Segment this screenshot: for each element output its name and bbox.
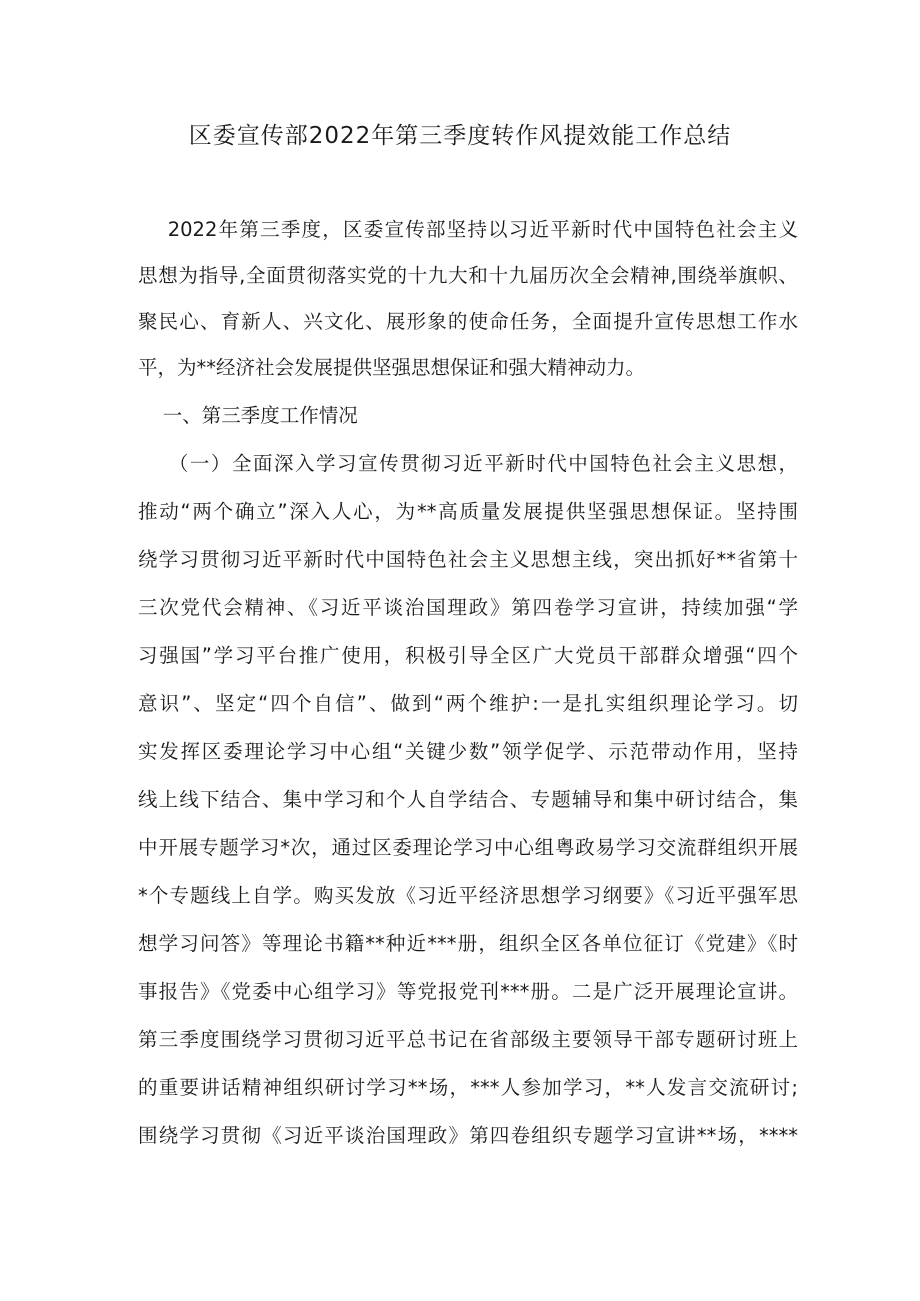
text-line: 习强国”学习平台推广使用，积极引导全区广大党员干部群众增强“四个 [138,644,798,667]
text-line: 推动“两个确立”深入人心，为**高质量发展提供坚强思想保证。坚持围 [138,500,798,523]
text-line: *个专题线上自学。购买发放《习近平经济思想学习纲要》《习近平强军思 [138,884,798,907]
text-line: 围绕学习贯彻《习近平谈治国理政》第四卷组织专题学习宣讲**场，**** [138,1124,798,1147]
text-line: （一）全面深入学习宣传贯彻习近平新时代中国特色社会主义思想， [138,452,798,475]
text-line: 绕学习贯彻习近平新时代中国特色社会主义思想主线，突出抓好**省第十 [138,548,798,571]
text-line: 实发挥区委理论学习中心组“关键少数”领学促学、示范带动作用，坚持 [138,740,798,763]
text-line: 中开展专题学习*次，通过区委理论学习中心组粤政易学习交流群组织开展 [138,836,798,859]
section-heading: 一、第三季度工作情况 [138,404,358,427]
text-line: 事报告》《党委中心组学习》等党报党刊***册。二是广泛开展理论宣讲。 [138,980,798,1003]
text-line: 想学习问答》等理论书籍**种近***册，组织全区各单位征订《党建》《时 [138,932,798,955]
text-line: 2022年第三季度，区委宣传部坚持以习近平新时代中国特色社会主义 [138,218,798,241]
text-line: 三次党代会精神、《习近平谈治国理政》第四卷学习宣讲，持续加强“学 [138,596,798,619]
text-line: 平，为**经济社会发展提供坚强思想保证和强大精神动力。 [138,356,646,379]
text-line: 线上线下结合、集中学习和个人自学结合、专题辅导和集中研讨结合，集 [138,788,798,811]
text-line: 聚民心、育新人、兴文化、展形象的使命任务，全面提升宣传思想工作水 [138,310,798,333]
text-line: 意识”、坚定“四个自信”、做到“两个维护:一是扎实组织理论学习。切 [138,692,798,715]
text-line: 的重要讲话精神组织研讨学习**场，***人参加学习，**人发言交流研讨; [138,1076,798,1099]
text-line: 第三季度围绕学习贯彻习近平总书记在省部级主要领导干部专题研讨班上 [138,1028,798,1051]
document-title: 区委宣传部2022年第三季度转作风提效能工作总结 [188,123,732,149]
text-line: 思想为指导,全面贯彻落实党的十九大和十九届历次全会精神,围绕举旗帜、 [138,264,798,287]
